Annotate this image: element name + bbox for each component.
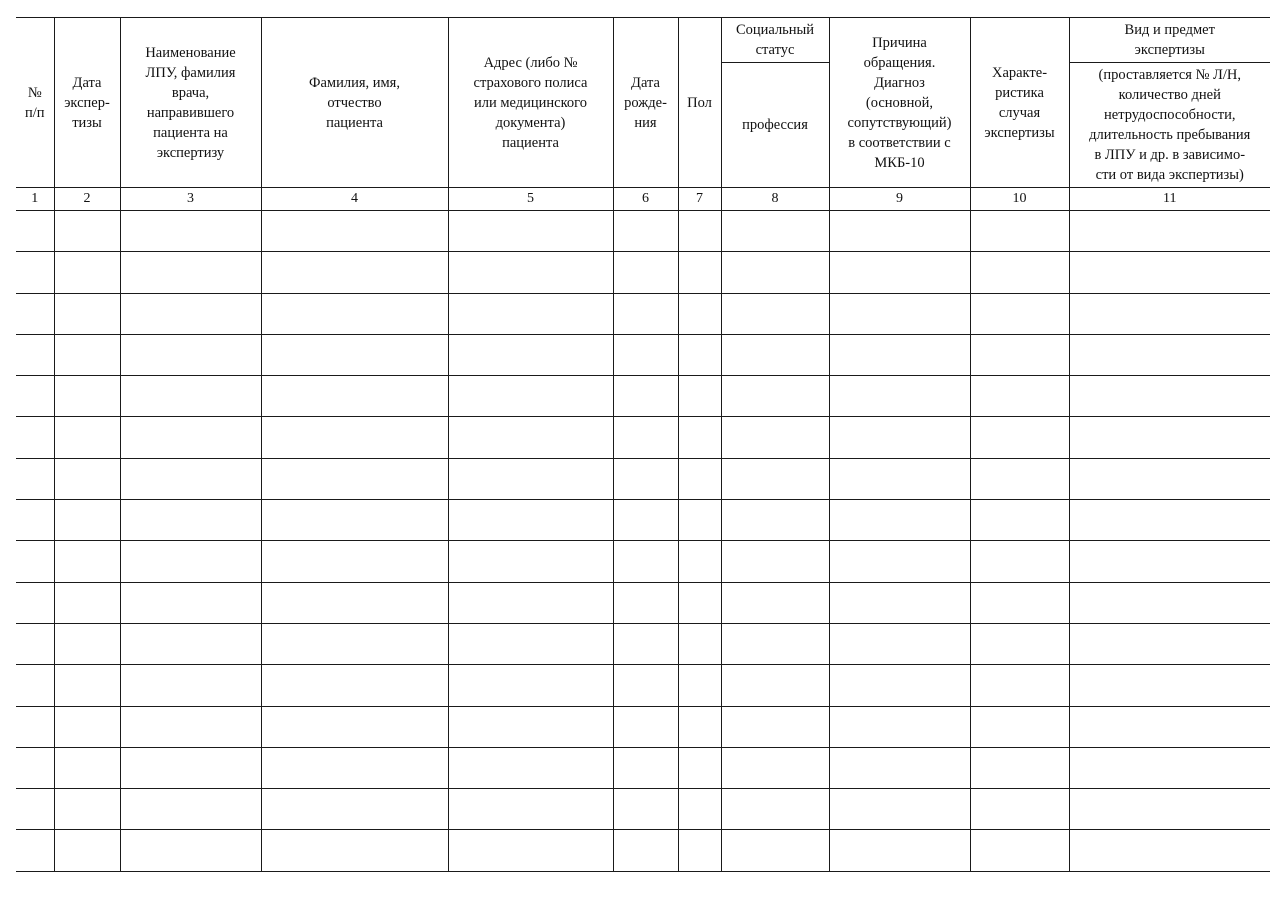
table-cell[interactable] — [54, 706, 120, 747]
table-cell[interactable] — [613, 417, 678, 458]
table-cell[interactable] — [54, 293, 120, 334]
table-cell[interactable] — [829, 458, 970, 499]
table-cell[interactable] — [1069, 293, 1270, 334]
column-number: 3 — [120, 188, 261, 211]
table-cell[interactable] — [721, 747, 829, 788]
table-cell[interactable] — [1069, 665, 1270, 706]
table-cell[interactable] — [613, 376, 678, 417]
table-cell[interactable] — [1069, 623, 1270, 664]
table-cell[interactable] — [16, 417, 54, 458]
table-cell[interactable] — [1069, 541, 1270, 582]
table-cell[interactable] — [721, 706, 829, 747]
table-row — [16, 417, 1270, 458]
table-cell[interactable] — [261, 623, 448, 664]
table-cell[interactable] — [829, 623, 970, 664]
table-cell[interactable] — [120, 252, 261, 293]
table-cell[interactable] — [54, 582, 120, 623]
table-cell[interactable] — [721, 541, 829, 582]
column-number: 6 — [613, 188, 678, 211]
table-cell[interactable] — [721, 211, 829, 252]
table-cell[interactable] — [1069, 830, 1270, 871]
table-cell[interactable] — [678, 582, 721, 623]
table-row — [16, 500, 1270, 541]
column-number: 1 — [16, 188, 54, 211]
header-patient-name: Фамилия, имя, отчество пациента — [261, 18, 448, 188]
table-cell[interactable] — [448, 706, 613, 747]
table-cell[interactable] — [261, 417, 448, 458]
table-cell[interactable] — [16, 541, 54, 582]
table-cell[interactable] — [678, 706, 721, 747]
table-cell[interactable] — [120, 334, 261, 375]
table-cell[interactable] — [261, 211, 448, 252]
table-cell[interactable] — [613, 665, 678, 706]
table-cell[interactable] — [829, 665, 970, 706]
table-cell[interactable] — [678, 747, 721, 788]
table-cell[interactable] — [970, 376, 1069, 417]
header-expertise-details: (проставляется № Л/Н, количество дней нетрудоспособности, длительность пребывания в ЛПУ и др. в зависимо- сти от вида экспертизы) — [1069, 63, 1270, 188]
table-cell[interactable] — [970, 293, 1069, 334]
table-cell[interactable] — [448, 458, 613, 499]
column-number: 4 — [261, 188, 448, 211]
table-cell[interactable] — [613, 582, 678, 623]
table-cell[interactable] — [613, 747, 678, 788]
table-row — [16, 747, 1270, 788]
table-cell[interactable] — [970, 211, 1069, 252]
table-cell[interactable] — [16, 582, 54, 623]
table-cell[interactable] — [448, 582, 613, 623]
table-cell[interactable] — [448, 334, 613, 375]
table-cell[interactable] — [970, 458, 1069, 499]
table-cell[interactable] — [721, 500, 829, 541]
table-cell[interactable] — [120, 747, 261, 788]
table-cell[interactable] — [970, 334, 1069, 375]
table-cell[interactable] — [613, 458, 678, 499]
table-cell[interactable] — [970, 582, 1069, 623]
table-cell[interactable] — [970, 252, 1069, 293]
table-cell[interactable] — [721, 830, 829, 871]
table-cell[interactable] — [970, 541, 1069, 582]
table-cell[interactable] — [54, 417, 120, 458]
header-row-number: № п/п — [16, 18, 54, 188]
table-cell[interactable] — [120, 211, 261, 252]
table-cell[interactable] — [1069, 747, 1270, 788]
column-number: 11 — [1069, 188, 1270, 211]
table-row — [16, 293, 1270, 334]
table-cell[interactable] — [678, 541, 721, 582]
table-cell[interactable] — [16, 376, 54, 417]
table-cell[interactable] — [829, 211, 970, 252]
table-cell[interactable] — [16, 252, 54, 293]
table-cell[interactable] — [448, 376, 613, 417]
header-social-status: Социальный статус — [721, 18, 829, 63]
table-cell[interactable] — [261, 747, 448, 788]
table-cell[interactable] — [16, 706, 54, 747]
table-cell[interactable] — [54, 665, 120, 706]
table-cell[interactable] — [120, 830, 261, 871]
table-cell[interactable] — [613, 623, 678, 664]
table-cell[interactable] — [120, 458, 261, 499]
table-cell[interactable] — [1069, 417, 1270, 458]
table-cell[interactable] — [721, 376, 829, 417]
table-cell[interactable] — [16, 623, 54, 664]
table-cell[interactable] — [613, 211, 678, 252]
table-cell[interactable] — [970, 500, 1069, 541]
table-cell[interactable] — [1069, 500, 1270, 541]
column-number: 10 — [970, 188, 1069, 211]
table-cell[interactable] — [613, 830, 678, 871]
table-cell[interactable] — [16, 830, 54, 871]
table-row — [16, 458, 1270, 499]
table-cell[interactable] — [721, 293, 829, 334]
table-cell[interactable] — [54, 623, 120, 664]
table-cell[interactable] — [54, 252, 120, 293]
table-cell[interactable] — [721, 252, 829, 293]
table-cell[interactable] — [448, 541, 613, 582]
header-case-characteristic: Характе- ристика случая экспертизы — [970, 18, 1069, 188]
table-cell[interactable] — [120, 293, 261, 334]
table-cell[interactable] — [829, 417, 970, 458]
column-number: 7 — [678, 188, 721, 211]
table-cell[interactable] — [16, 334, 54, 375]
table-row — [16, 211, 1270, 252]
table-cell[interactable] — [829, 747, 970, 788]
table-row — [16, 665, 1270, 706]
table-cell[interactable] — [829, 582, 970, 623]
column-number: 8 — [721, 188, 829, 211]
table-cell[interactable] — [16, 211, 54, 252]
header-diagnosis: Причина обращения. Диагноз (основной, сопутствующий) в соответствии с МКБ-10 — [829, 18, 970, 188]
header-profession: профессия — [721, 63, 829, 188]
table-cell[interactable] — [16, 747, 54, 788]
table-cell[interactable] — [678, 500, 721, 541]
table-row — [16, 541, 1270, 582]
table-cell[interactable] — [54, 830, 120, 871]
table-cell[interactable] — [829, 789, 970, 830]
table-cell[interactable] — [1069, 376, 1270, 417]
table-cell[interactable] — [970, 830, 1069, 871]
table-cell[interactable] — [448, 747, 613, 788]
table-cell[interactable] — [721, 334, 829, 375]
table-cell[interactable] — [613, 789, 678, 830]
table-cell[interactable] — [613, 334, 678, 375]
table-cell[interactable] — [448, 293, 613, 334]
table-cell[interactable] — [613, 541, 678, 582]
table-cell[interactable] — [261, 582, 448, 623]
table-cell[interactable] — [678, 376, 721, 417]
table-cell[interactable] — [678, 830, 721, 871]
table-cell[interactable] — [829, 706, 970, 747]
table-cell[interactable] — [448, 623, 613, 664]
table-cell[interactable] — [54, 334, 120, 375]
table-row — [16, 376, 1270, 417]
table-cell[interactable] — [829, 830, 970, 871]
table-cell[interactable] — [829, 334, 970, 375]
table-cell[interactable] — [678, 623, 721, 664]
table-cell[interactable] — [613, 293, 678, 334]
table-cell[interactable] — [829, 293, 970, 334]
header-expertise-type: Вид и предмет экспертизы — [1069, 18, 1270, 63]
table-cell[interactable] — [448, 211, 613, 252]
table-cell[interactable] — [829, 376, 970, 417]
table-row — [16, 706, 1270, 747]
table-cell[interactable] — [678, 417, 721, 458]
table-cell[interactable] — [613, 706, 678, 747]
table-cell[interactable] — [970, 747, 1069, 788]
header-birth-date: Дата рожде- ния — [613, 18, 678, 188]
table-cell[interactable] — [678, 334, 721, 375]
table-cell[interactable] — [261, 706, 448, 747]
table-cell[interactable] — [970, 623, 1069, 664]
table-cell[interactable] — [54, 747, 120, 788]
table-cell[interactable] — [829, 541, 970, 582]
table-row — [16, 252, 1270, 293]
table-row — [16, 789, 1270, 830]
table-cell[interactable] — [54, 500, 120, 541]
table-cell[interactable] — [54, 541, 120, 582]
table-cell[interactable] — [1069, 458, 1270, 499]
table-cell[interactable] — [678, 293, 721, 334]
table-cell[interactable] — [721, 582, 829, 623]
table-cell[interactable] — [261, 252, 448, 293]
header-sex: Пол — [678, 18, 721, 188]
header-expertise-date: Дата экспер- тизы — [54, 18, 120, 188]
table-cell[interactable] — [1069, 334, 1270, 375]
table-row — [16, 830, 1270, 871]
table-cell[interactable] — [1069, 252, 1270, 293]
table-cell[interactable] — [120, 582, 261, 623]
table-cell[interactable] — [678, 252, 721, 293]
table-cell[interactable] — [448, 252, 613, 293]
table-cell[interactable] — [448, 417, 613, 458]
table-cell[interactable] — [120, 541, 261, 582]
table-cell[interactable] — [721, 417, 829, 458]
table-cell[interactable] — [16, 293, 54, 334]
table-cell[interactable] — [678, 458, 721, 499]
table-cell[interactable] — [54, 458, 120, 499]
table-cell[interactable] — [448, 500, 613, 541]
table-cell[interactable] — [16, 789, 54, 830]
table-cell[interactable] — [970, 665, 1069, 706]
table-cell[interactable] — [120, 789, 261, 830]
table-row — [16, 623, 1270, 664]
column-number: 2 — [54, 188, 120, 211]
table-cell[interactable] — [1069, 706, 1270, 747]
table-cell[interactable] — [678, 665, 721, 706]
table-cell[interactable] — [1069, 789, 1270, 830]
table-cell[interactable] — [970, 706, 1069, 747]
table-cell[interactable] — [120, 665, 261, 706]
table-cell[interactable] — [613, 500, 678, 541]
table-cell[interactable] — [970, 789, 1069, 830]
table-row — [16, 582, 1270, 623]
table-cell[interactable] — [261, 458, 448, 499]
header-referring-facility: Наименование ЛПУ, фамилия врача, направившего пациента на экспертизу — [120, 18, 261, 188]
table-cell[interactable] — [54, 789, 120, 830]
table-cell[interactable] — [1069, 211, 1270, 252]
header-patient-address: Адрес (либо № страхового полиса или медицинского документа) пациента — [448, 18, 613, 188]
table-cell[interactable] — [448, 830, 613, 871]
table-cell[interactable] — [721, 458, 829, 499]
table-cell[interactable] — [1069, 582, 1270, 623]
table-cell[interactable] — [261, 665, 448, 706]
table-cell[interactable] — [678, 789, 721, 830]
table-cell[interactable] — [721, 789, 829, 830]
table-cell[interactable] — [261, 830, 448, 871]
column-number: 9 — [829, 188, 970, 211]
table-cell[interactable] — [120, 500, 261, 541]
table-cell[interactable] — [721, 665, 829, 706]
table-cell[interactable] — [448, 789, 613, 830]
column-number: 5 — [448, 188, 613, 211]
table-cell[interactable] — [120, 706, 261, 747]
table-cell[interactable] — [16, 665, 54, 706]
table-cell[interactable] — [120, 376, 261, 417]
table-cell[interactable] — [16, 500, 54, 541]
table-cell[interactable] — [120, 417, 261, 458]
table-cell[interactable] — [721, 623, 829, 664]
table-cell[interactable] — [448, 665, 613, 706]
column-number-row — [16, 188, 1270, 211]
table-cell[interactable] — [261, 789, 448, 830]
table-cell[interactable] — [829, 252, 970, 293]
table-cell[interactable] — [970, 417, 1069, 458]
table-cell[interactable] — [261, 376, 448, 417]
table-cell[interactable] — [829, 500, 970, 541]
expertise-register-table — [16, 17, 1270, 872]
table-cell[interactable] — [54, 211, 120, 252]
table-cell[interactable] — [613, 252, 678, 293]
table-cell[interactable] — [16, 458, 54, 499]
table-cell[interactable] — [261, 334, 448, 375]
table-cell[interactable] — [54, 376, 120, 417]
table-cell[interactable] — [261, 293, 448, 334]
table-cell[interactable] — [261, 500, 448, 541]
table-cell[interactable] — [261, 541, 448, 582]
table-cell[interactable] — [678, 211, 721, 252]
table-row — [16, 334, 1270, 375]
table-cell[interactable] — [120, 623, 261, 664]
